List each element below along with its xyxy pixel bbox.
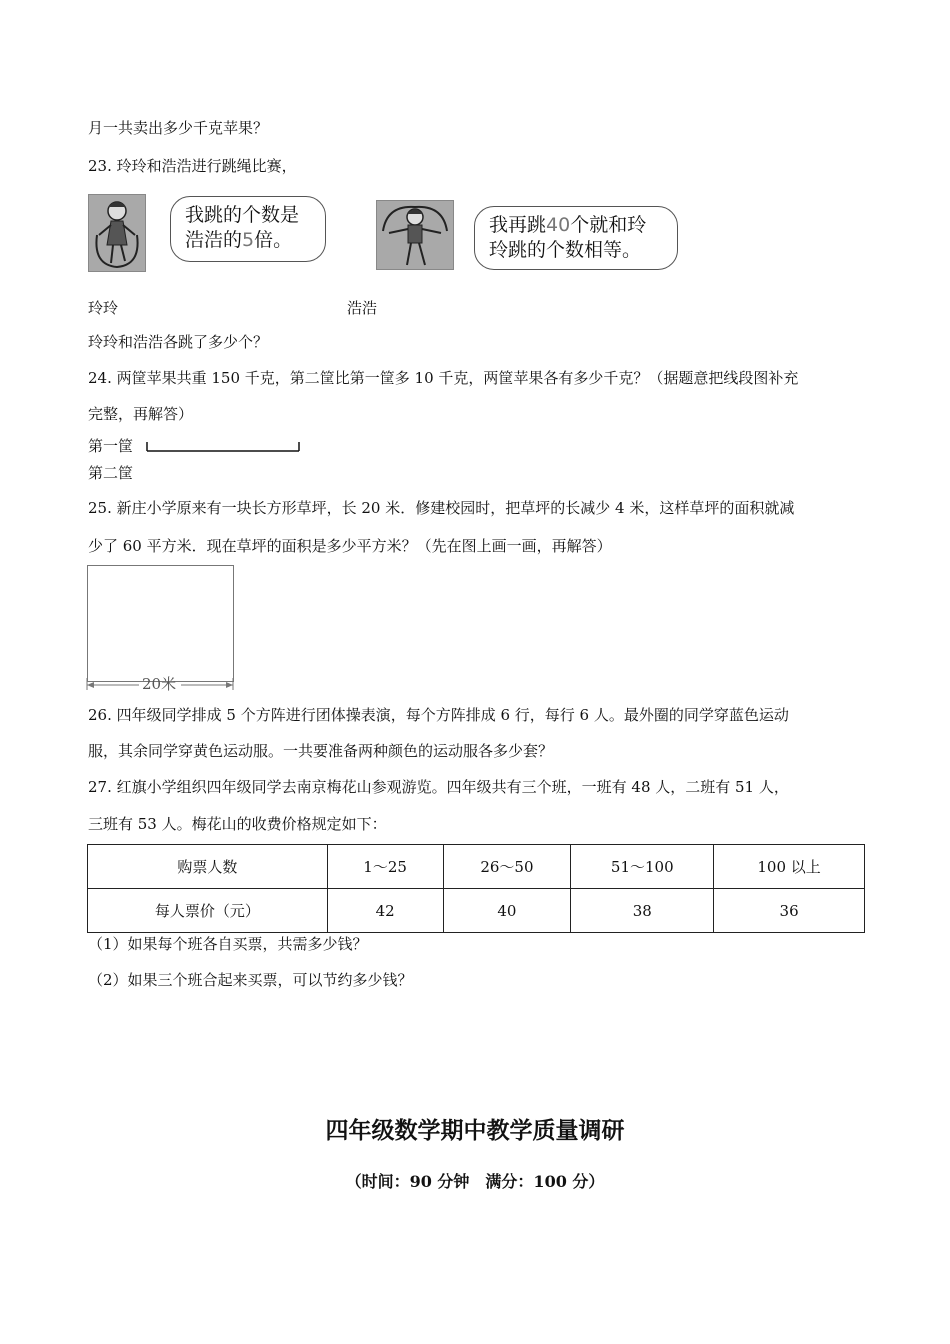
page-subtitle: （时间：90 分钟 满分：100 分） <box>345 1172 605 1191</box>
basket1-label: 第一筐 <box>88 437 134 455</box>
boy-jumping-rope-image <box>376 200 454 270</box>
q27-line1: 27. 红旗小学组织四年级同学去南京梅花山参观游览。四年级共有三个班，一班有 48 人，二班有 51 人， <box>88 778 789 796</box>
table-cell: 100 以上 <box>714 845 865 889</box>
q27-line2: 三班有 53 人。梅花山的收费价格规定如下： <box>88 815 387 833</box>
table-cell: 38 <box>571 889 714 933</box>
name-lingling: 玲玲 <box>88 299 119 317</box>
table-cell: 42 <box>327 889 443 933</box>
q23-question: 玲玲和浩浩各跳了多少个？ <box>88 333 269 351</box>
girl-jumping-rope-image <box>88 194 146 272</box>
q24-line1: 24. 两筐苹果共重 150 千克，第二筐比第一筐多 10 千克，两筐苹果各有多少千克？（据题意把线段图补充 <box>88 369 799 387</box>
table-cell: 每人票价（元） <box>88 889 328 933</box>
name-haohao: 浩浩 <box>347 299 378 317</box>
ticket-price-table <box>87 844 865 933</box>
q26-line1: 26. 四年级同学排成 5 个方阵进行团体操表演，每个方阵排成 6 行，每行 6 人。最外圈的同学穿蓝色运动 <box>88 706 789 724</box>
q25-line1: 25. 新庄小学原来有一块长方形草坪，长 20 米．修建校园时，把草坪的长减少 4 米，这样草坪的面积就减 <box>88 499 795 517</box>
q22-tail-text: 月一共卖出多少千克苹果？ <box>88 119 269 137</box>
page-title: 四年级数学期中教学质量调研 <box>325 1117 625 1144</box>
q27-sub1: （1）如果每个班各自买票，共需多少钱？ <box>88 935 368 953</box>
table-cell: 1～25 <box>327 845 443 889</box>
table-row <box>88 845 865 889</box>
q23-stem: 23. 玲玲和浩浩进行跳绳比赛， <box>88 157 297 175</box>
table-cell: 购票人数 <box>88 845 328 889</box>
table-cell: 36 <box>714 889 865 933</box>
q27-sub2: （2）如果三个班合起来买票，可以节约多少钱？ <box>88 971 413 989</box>
basket1-segment <box>145 440 303 454</box>
boy-speech-bubble: 我再跳40个就和玲 玲跳的个数相等。 <box>474 206 678 270</box>
basket2-label: 第二筐 <box>88 464 134 482</box>
q25-line2: 少了 60 平方米．现在草坪的面积是多少平方米？（先在图上画一画，再解答） <box>88 537 612 555</box>
table-row <box>88 889 865 933</box>
table-cell: 51～100 <box>571 845 714 889</box>
lawn-rectangle <box>87 565 234 682</box>
q24-line2: 完整，再解答） <box>88 405 194 423</box>
q26-line2: 服，其余同学穿黄色运动服。一共要准备两种颜色的运动服各多少套？ <box>88 742 554 760</box>
table-cell: 40 <box>443 889 571 933</box>
girl-speech-bubble: 我跳的个数是 浩浩的5倍。 <box>170 196 326 262</box>
table-cell: 26～50 <box>443 845 571 889</box>
lawn-length-label: 20米 <box>142 675 177 693</box>
